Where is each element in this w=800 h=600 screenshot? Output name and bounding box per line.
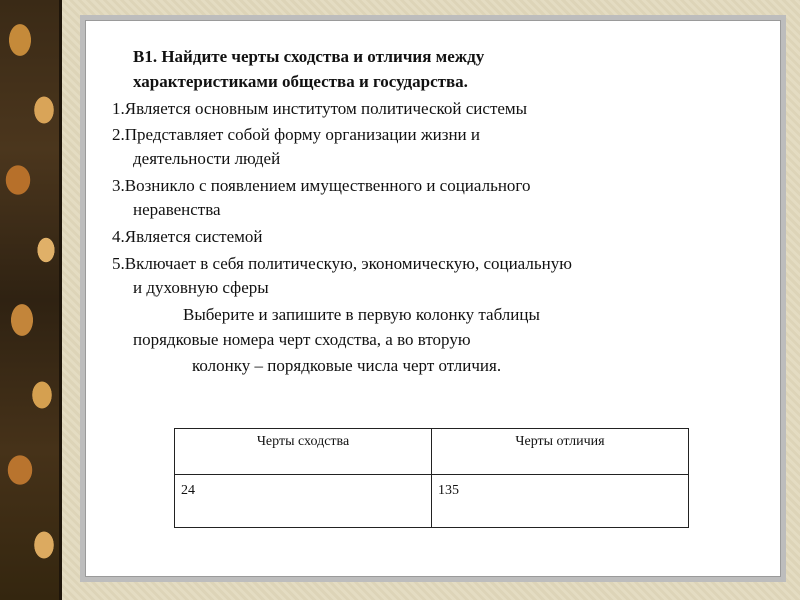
list-item-text: Является основным институтом политической системы [124,99,528,118]
list-item-text: Включает в себя политическую, экономическую, социальную [124,254,572,273]
instruction-line-2: порядковые номера черт сходства, а во вторую [133,330,471,349]
list-item-text: Является системой [124,227,263,246]
list-item-text: Представляет собой форму организации жизни и [124,125,480,144]
list-item-1 [112,99,527,119]
slide-frame [80,15,786,582]
header-similarities: Черты сходства [175,429,432,475]
instruction-line-3: колонку – порядковые числа черт отличия. [192,356,502,375]
list-item-2 [112,125,480,145]
task-title-line-1: В1. Найдите черты сходства и отличия между [133,47,485,66]
list-item-number: 5. [112,254,125,273]
list-item-2-continuation: деятельности людей [133,149,281,168]
header-differences: Черты отличия [432,429,689,475]
list-item-3 [112,176,530,196]
answer-table [174,428,689,528]
table-row [175,475,689,528]
instruction-line-1: Выберите и запишите в первую колонку таблицы [183,305,540,324]
list-item-5 [112,254,572,274]
list-item-text: Возникло с появлением имущественного и социального [124,176,531,195]
list-item-3-continuation: неравенства [133,200,221,219]
task-title-line-2: характеристиками общества и государства. [133,72,468,91]
cell-differences-answer: 135 [432,475,689,528]
cell-similarities-answer: 24 [175,475,432,528]
autumn-leaves-border [0,0,62,600]
list-item-number: 2. [112,125,125,144]
slide [85,20,781,577]
list-item-5-continuation: и духовную сферы [133,278,269,297]
list-item-number: 4. [112,227,125,246]
table-header-row [175,429,689,475]
list-item-number: 1. [112,99,125,118]
list-item-number: 3. [112,176,125,195]
list-item-4 [112,227,263,247]
